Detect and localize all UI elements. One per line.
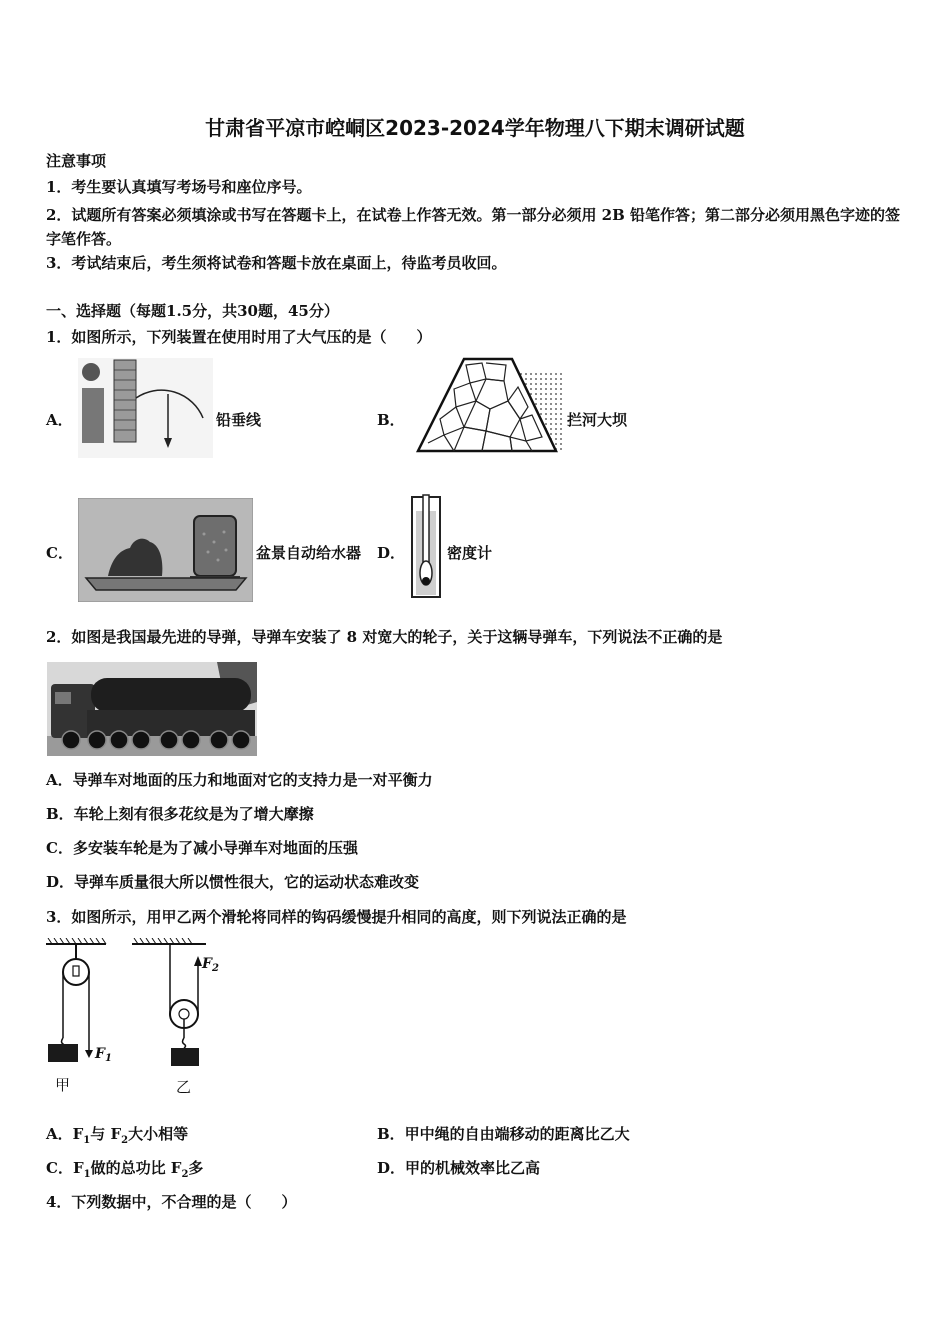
q4-stem: 4．下列数据中，不合理的是（ ） bbox=[46, 1193, 297, 1211]
q2-stem: 2．如图是我国最先进的导弹，导弹车安装了 8 对宽大的轮子，关于这辆导弹车，下列说法不正确的是 bbox=[46, 628, 723, 646]
tray bbox=[86, 578, 246, 590]
q1-option-d-letter: D． bbox=[377, 544, 406, 562]
movable-pulley-yi bbox=[132, 938, 206, 1066]
q1-stem: 1．如图所示，下列装置在使用时用了大气压的是（ ） bbox=[46, 328, 432, 346]
q2-option-b: B．车轮上刻有很多花纹是为了增大摩擦 bbox=[46, 805, 314, 823]
notice-item-1: 1．考生要认真填写考场号和座位序号。 bbox=[46, 178, 312, 196]
dam-figure bbox=[414, 357, 564, 453]
label-yi: 乙 bbox=[176, 1078, 192, 1096]
q3-option-d: D．甲的机械效率比乙高 bbox=[377, 1159, 541, 1177]
q1-option-c-letter: C． bbox=[46, 544, 73, 562]
q3-stem: 3．如图所示，用甲乙两个滑轮将同样的钩码缓慢提升相同的高度，则下列说法正确的是 bbox=[46, 908, 627, 926]
weight-jia bbox=[48, 1044, 78, 1062]
waterer-figure bbox=[78, 498, 253, 602]
water-bottle bbox=[194, 516, 236, 576]
f2-label: $F_2$ bbox=[202, 956, 219, 974]
fixed-pulley-jia bbox=[46, 938, 106, 1062]
q2-option-d: D．导弹车质量很大所以惯性很大，它的运动状态难改变 bbox=[46, 873, 420, 891]
q1-option-a-letter: A． bbox=[46, 411, 73, 429]
q3-option-c: C．$F_1$做的总功比 $F_2$多 bbox=[46, 1159, 204, 1180]
hydrometer-figure bbox=[409, 493, 443, 601]
q1-option-a-text: 铅垂线 bbox=[216, 411, 262, 429]
person-head bbox=[82, 363, 100, 381]
q1-option-d-text: 密度计 bbox=[447, 544, 493, 562]
notice-item-2: 2．试题所有答案必须填涂或书写在答题卡上，在试卷上作答无效。第一部分必须用 2B 铅笔作答；第二部分必须用黑色字迹的签字笔作答。 bbox=[46, 206, 901, 248]
hydrometer-stem bbox=[423, 495, 429, 565]
notice-heading: 注意事项 bbox=[46, 152, 107, 170]
page-title: 甘肃省平凉市崆峒区2023-2024学年物理八下期末调研试题 bbox=[205, 116, 745, 140]
q1-option-c-text: 盆景自动给水器 bbox=[256, 544, 362, 562]
section-heading: 一、选择题（每题1.5分，共30题，45分） bbox=[46, 302, 339, 320]
q3-option-a: A．$F_1$与 $F_2$大小相等 bbox=[46, 1125, 189, 1146]
notice-item-3: 3．考试结束后，考生须将试卷和答题卡放在桌面上，待监考员收回。 bbox=[46, 254, 507, 272]
pulley-figure bbox=[42, 938, 232, 1098]
plumb-line-figure bbox=[78, 358, 213, 458]
person-shape bbox=[82, 388, 104, 443]
missile-canister bbox=[91, 678, 251, 712]
f1-label: $F_1$ bbox=[95, 1046, 112, 1064]
q3-option-b: B．甲中绳的自由端移动的距离比乙大 bbox=[377, 1125, 630, 1143]
q2-option-a: A．导弹车对地面的压力和地面对它的支持力是一对平衡力 bbox=[46, 771, 433, 789]
hydrometer-weight bbox=[422, 577, 430, 585]
missile-truck-figure bbox=[47, 662, 257, 756]
q1-option-b-text: 拦河大坝 bbox=[567, 411, 628, 429]
q1-option-b-letter: B． bbox=[377, 411, 405, 429]
q2-option-c: C．多安装车轮是为了减小导弹车对地面的压强 bbox=[46, 839, 358, 857]
label-jia: 甲 bbox=[55, 1076, 71, 1094]
weight-yi bbox=[171, 1048, 199, 1066]
